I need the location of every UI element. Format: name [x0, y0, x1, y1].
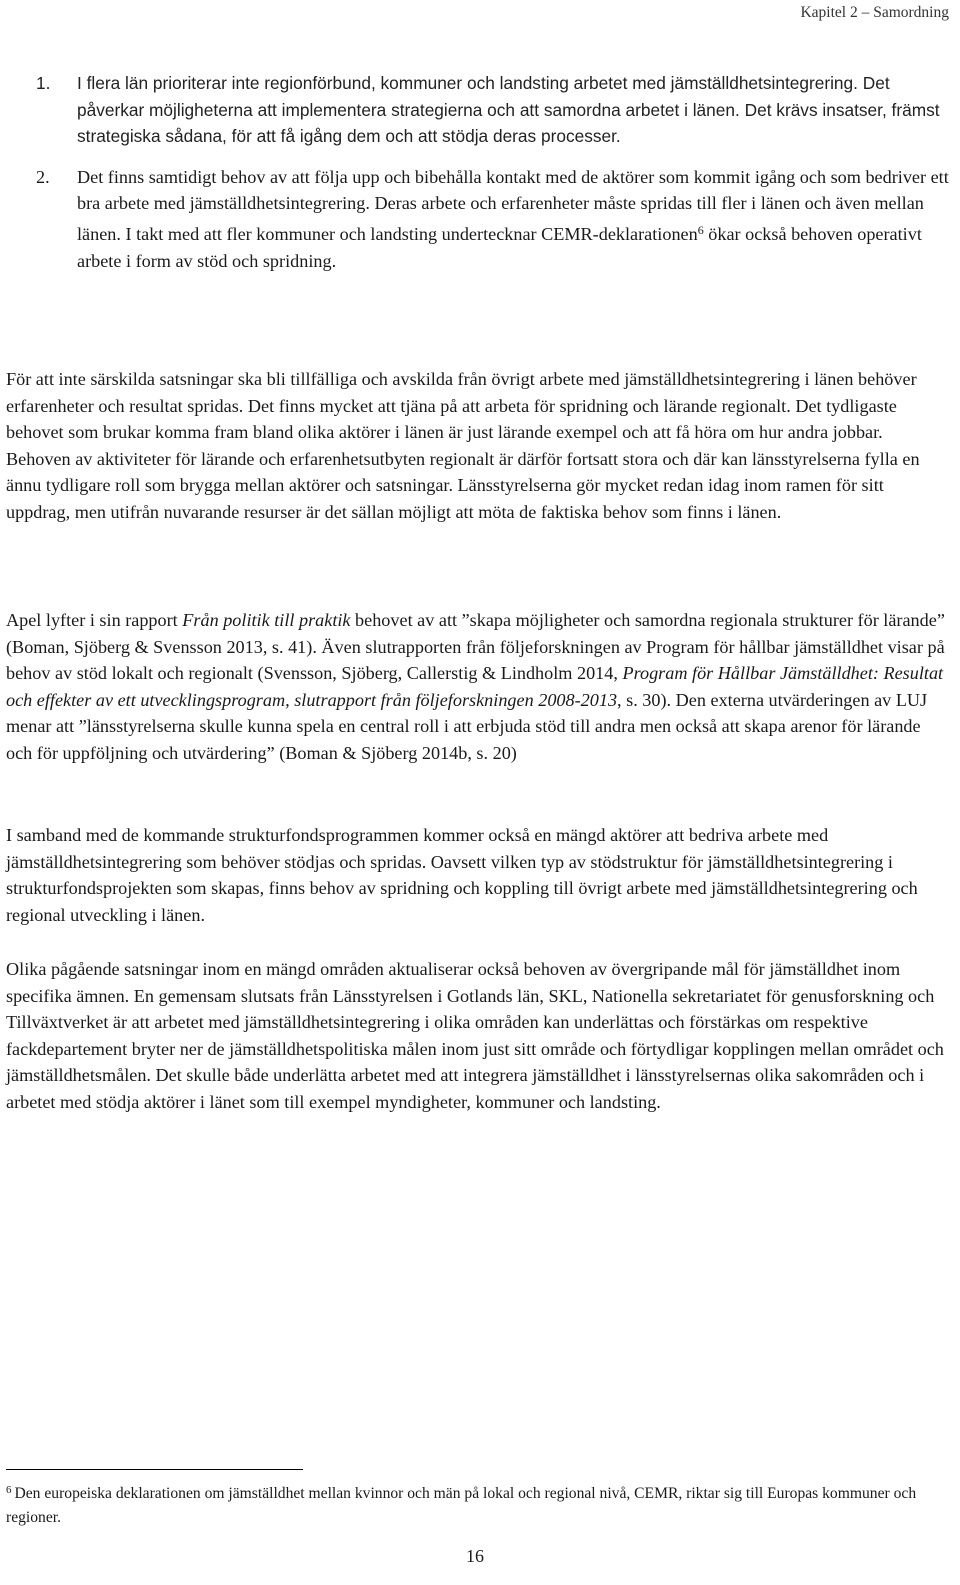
- paragraph-text: , s. 30). Den externa utvärderingen av LUJ menar att ”länsstyrelserna skulle kunna spela en central roll i att erbjuda stöd till andra men också att skapa arenor för lärande och för uppföljning och utvärdering” (Boman & Sjöberg 2014b, s. 20): [6, 689, 928, 763]
- numbered-list: [0, 70, 950, 274]
- page-number: 16: [466, 1546, 484, 1566]
- list-item-text: ökar också behoven operativt arbete i form av stöd och spridning.: [77, 223, 922, 271]
- footnote-separator: [6, 1469, 303, 1470]
- list-number: 2.: [36, 166, 50, 187]
- list-number: 1.: [36, 73, 51, 93]
- footnote-reference[interactable]: 6: [697, 222, 704, 237]
- footnote: [6, 1478, 950, 1530]
- body-paragraph: För att inte särskilda satsningar ska bli tillfälliga och avskilda från övrigt arbete med jämställdhetsintegrering i länen behöver erfarenheter och resultat spridas. Det finns mycket att tjäna på att arbeta för spridning och lärande regionalt. Det tydligaste behovet som brukar komma fram bland olika aktörer i länen är just lärande exempel och att få höra om hur andra jobbar. Behoven av aktiviteter för lärande och erfarenhetsutbyten regionalt är därför fortsatt stora och där kan länsstyrelserna fylla en ännu tydligare roll som brygga mellan aktörer och satsningar. Länsstyrelserna gör mycket redan idag inom ramen för sitt uppdrag, men utifrån nuvarande resurser är det sällan möjligt att möta de faktiska behov som finns i länen.: [6, 369, 920, 522]
- list-item-text: I flera län prioriterar inte regionförbund, kommuner och landsting arbetet med jämställdhetsintegrering. Det påverkar möjligheterna att implementera strategierna och att samordna arbetet i länen. Det krävs insatser, främst strategiska sådana, för att få igång dem och att stödja deras processer.: [77, 73, 940, 147]
- footnote-number: 6: [6, 1484, 12, 1496]
- cited-title: Program för Hållbar Jämställdhet: Resultat och effekter av ett utvecklingsprogram, slutrapport från följeforskningen 2008-2013: [6, 663, 944, 710]
- list-item: [0, 164, 950, 274]
- running-header: Kapitel 2 – Samordning: [800, 4, 949, 21]
- body-paragraph: Olika pågående satsningar inom en mängd områden aktualiserar också behoven av övergripande mål för jämställdhet inom specifika ämnen. En gemensam slutsats från Länsstyrelsen i Gotlands län, SKL, Nationella sekretariatet för genusforskning och Tillväxtverket är att arbetet med jämställdhetsintegrering i olika områden kan underlättas och förstärkas om respektive fackdepartement bryter ner de jämställdhetspolitiska målen inom just sitt område och förtydligar kopplingen mellan området och jämställdhetsmålen. Det skulle både underlätta arbetet med att integrera jämställdhet i länsstyrelsernas olika sakområden och i arbetet med stödja aktörer i länet som till exempel myndigheter, kommuner och landsting.: [6, 959, 944, 1112]
- paragraph-text: behovet av att ”skapa möjligheter och samordna regionala strukturer för lärande” (Boman, Sjöberg & Svensson 2013, s. 41). Även slutrapporten från följeforskningen av Program för hållbar jämställdhet visar på behov av stöd lokalt och regionalt (Svensson, Sjöberg, Callerstig & Lindholm 2014,: [6, 610, 945, 684]
- body-paragraph: I samband med de kommande strukturfondsprogrammen kommer också en mängd aktörer att bedriva arbete med jämställdhetsintegrering som behöver stödjas och spridas. Oavsett vilken typ av stödstruktur för jämställdhetsintegrering i strukturfondsprojekten som skapas, finns behov av spridning och koppling till övrigt arbete med jämställdhetsintegrering och regional utveckling i länen.: [6, 825, 918, 925]
- cited-title: Från politik till praktik: [182, 610, 351, 630]
- body-paragraph: [6, 607, 950, 767]
- list-item: [0, 70, 950, 150]
- list-item-text: Det finns samtidigt behov av att följa upp och bibehålla kontakt med de aktörer som kommit igång och som bedriver ett bra arbete med jämställdhetsintegrering. Deras arbete och erfarenheter måste spridas till fler i länen och även mellan länen. I takt med att fler kommuner och landsting undertecknar CEMR-deklarationen: [77, 166, 949, 244]
- footnote-text: Den europeiska deklarationen om jämställdhet mellan kvinnor och män på lokal och regional nivå, CEMR, riktar sig till Europas kommuner och regioner.: [6, 1485, 917, 1526]
- paragraph-text: Apel lyfter i sin rapport: [6, 610, 183, 630]
